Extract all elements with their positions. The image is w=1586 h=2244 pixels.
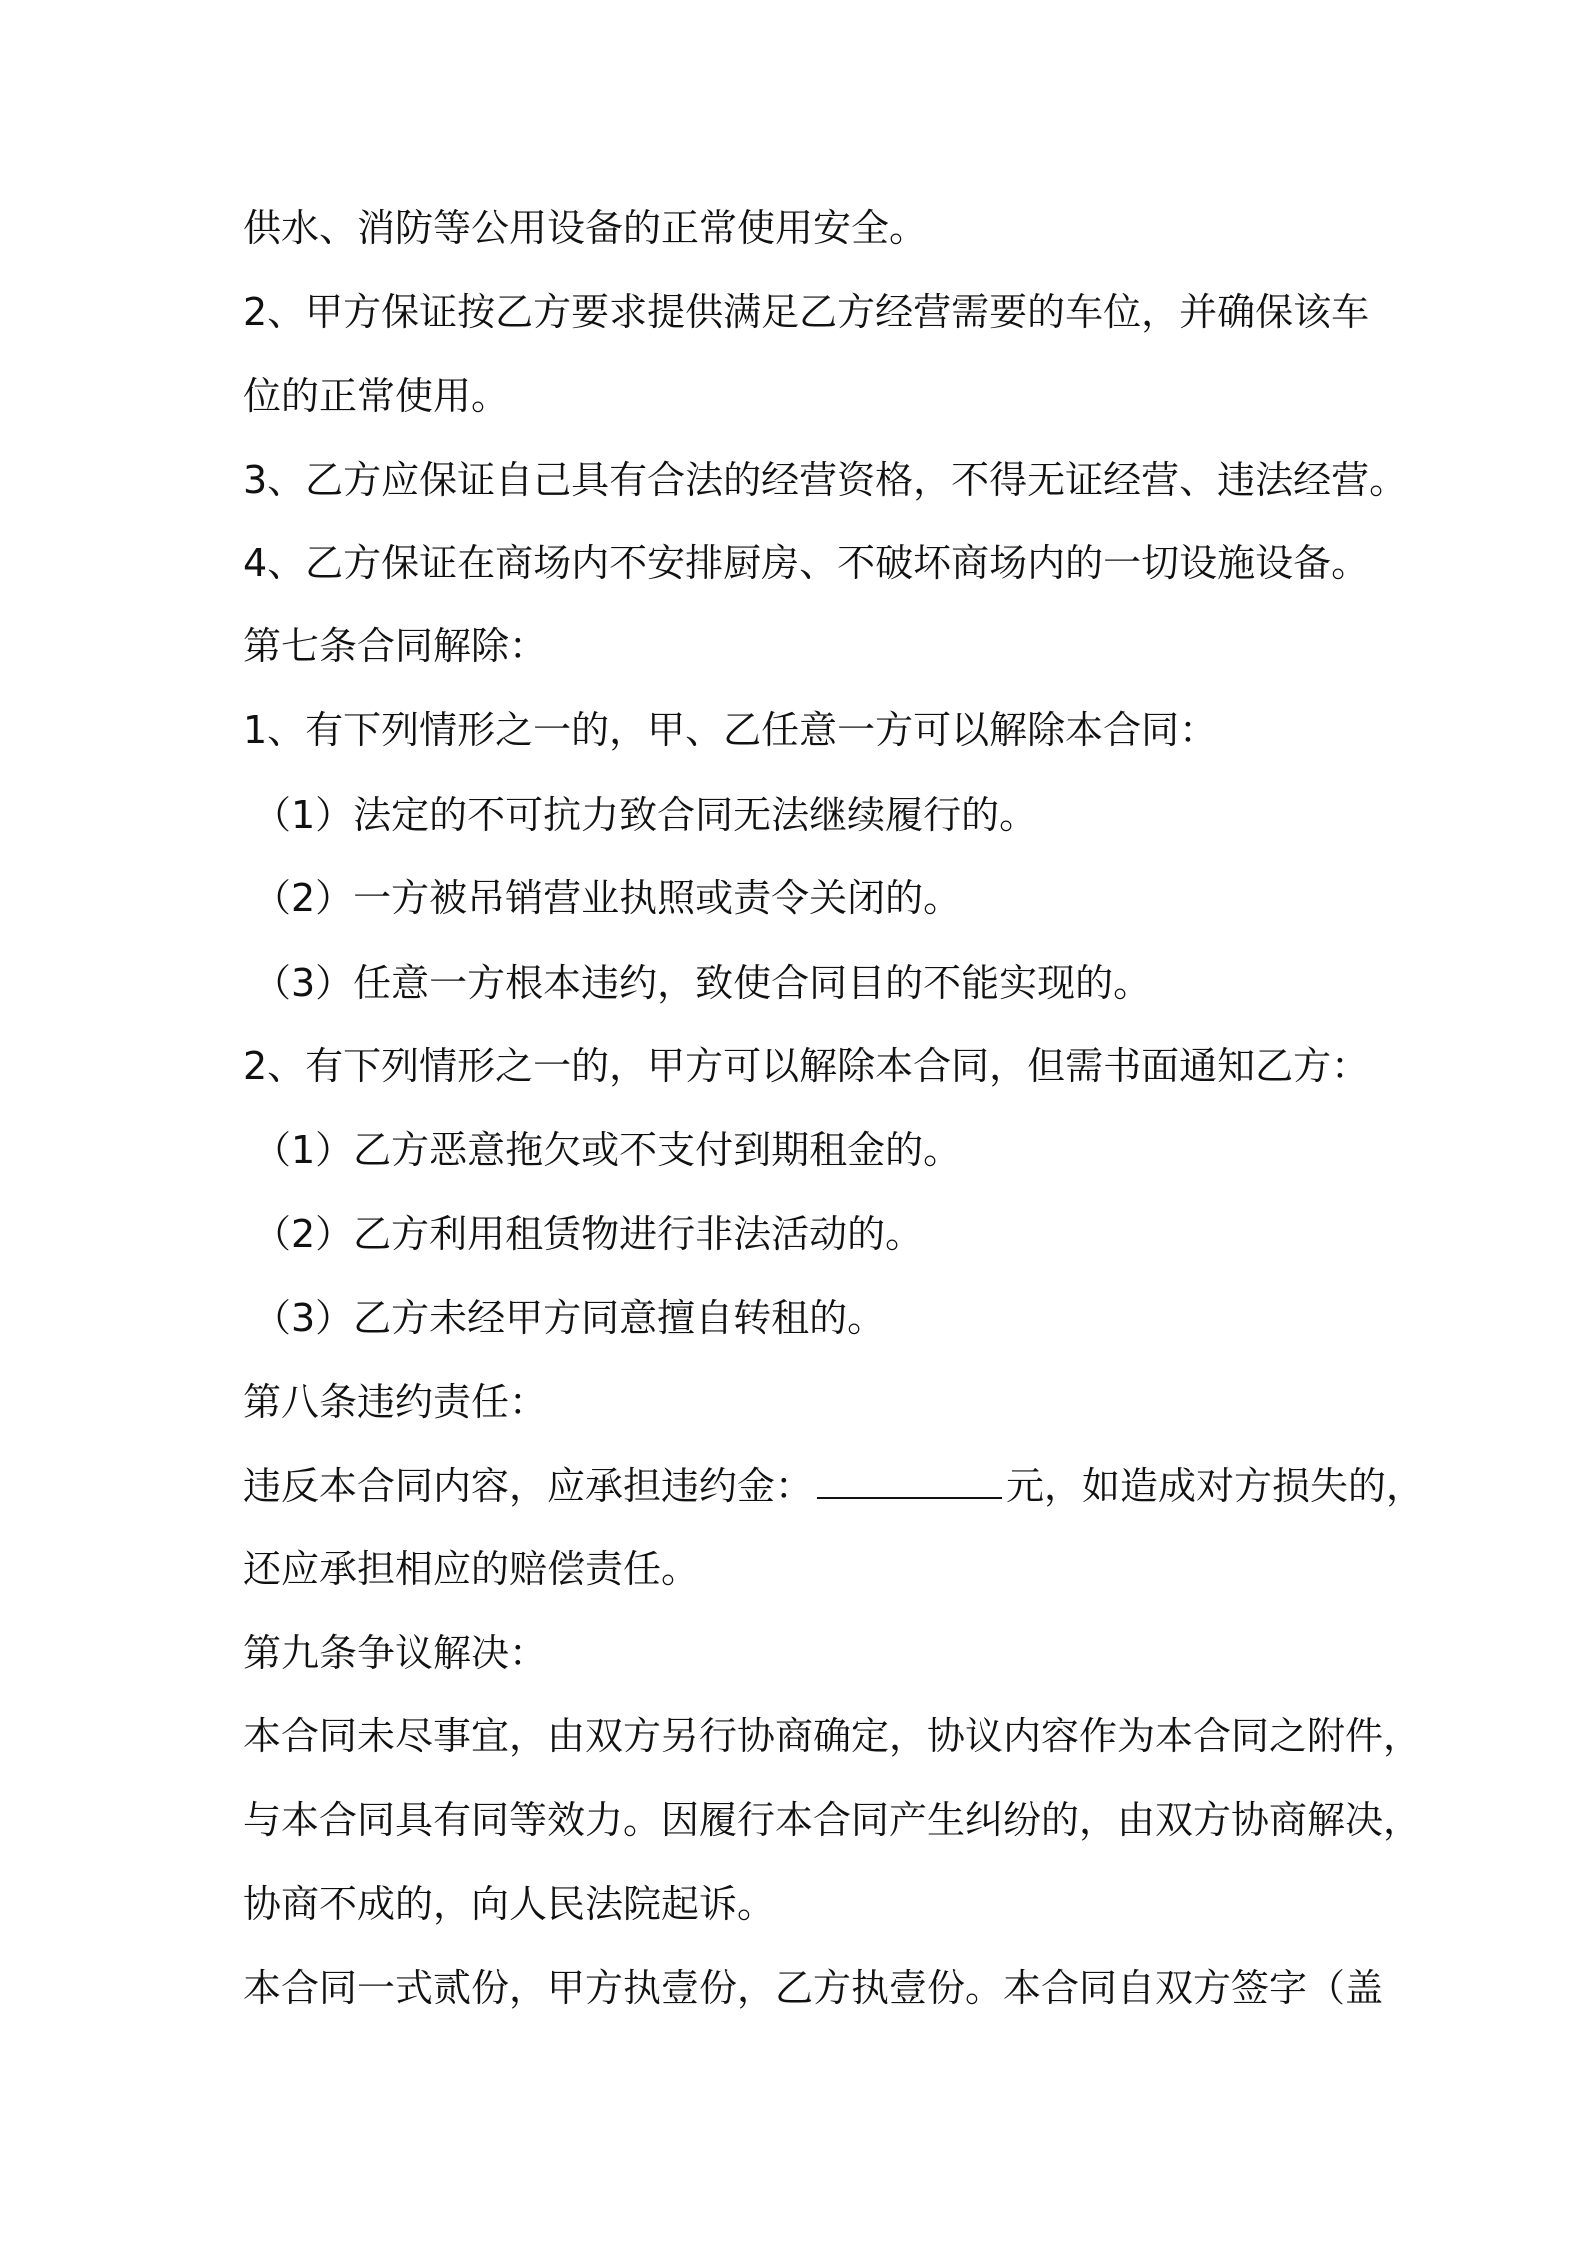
clause-6-item-2-line-1: 2、甲方保证按乙方要求提供满足乙方经营需要的车位，并确保该车 — [243, 290, 1370, 334]
clause-6-item-4: 4、乙方保证在商场内不安排厨房、不破坏商场内的一切设施设备。 — [243, 541, 1370, 585]
penalty-amount-blank — [817, 1463, 1002, 1499]
clause-7-heading: 第七条合同解除： — [243, 624, 548, 668]
clause-9-body-line-1: 本合同未尽事宜，由双方另行协商确定，协议内容作为本合同之附件， — [243, 1714, 1422, 1758]
closing-paragraph-line-1: 本合同一式贰份，甲方执壹份，乙方执壹份。本合同自双方签字（盖 — [243, 1966, 1384, 2010]
clause-9-heading: 第九条争议解决： — [243, 1631, 548, 1675]
clause-6-item-2-line-2: 位的正常使用。 — [243, 374, 510, 418]
clause-8-text-after-blank: 元，如造成对方损失的， — [1006, 1464, 1425, 1508]
clause-7-item-2-sub-1: （1）乙方恶意拖欠或不支付到期租金的。 — [253, 1128, 962, 1172]
clause-7-item-1-sub-3: （3）任意一方根本违约，致使合同目的不能实现的。 — [253, 961, 1152, 1005]
clause-7-item-2: 2、有下列情形之一的，甲方可以解除本合同，但需书面通知乙方： — [243, 1044, 1370, 1088]
clause-8-body-line-2: 还应承担相应的赔偿责任。 — [243, 1547, 700, 1591]
clause-7-item-1-sub-1: （1）法定的不可抗力致合同无法继续履行的。 — [253, 793, 1038, 837]
clause-8-body-line-1 — [243, 1456, 1424, 1516]
clause-8-heading: 第八条违约责任： — [243, 1380, 548, 1424]
clause-7-item-1: 1、有下列情形之一的，甲、乙任意一方可以解除本合同： — [243, 708, 1218, 752]
clause-7-item-1-sub-2: （2）一方被吊销营业执照或责令关闭的。 — [253, 876, 962, 920]
clause-9-body-line-2: 与本合同具有同等效力。因履行本合同产生纠纷的，由双方协商解决， — [243, 1798, 1422, 1842]
clause-8-text-before-blank: 违反本合同内容，应承担违约金： — [243, 1464, 814, 1508]
paragraph-line: 供水、消防等公用设备的正常使用安全。 — [243, 206, 928, 250]
clause-7-item-2-sub-3: （3）乙方未经甲方同意擅自转租的。 — [253, 1296, 886, 1340]
clause-9-body-line-3: 协商不成的，向人民法院起诉。 — [243, 1882, 776, 1926]
clause-7-item-2-sub-2: （2）乙方利用租赁物进行非法活动的。 — [253, 1212, 924, 1256]
clause-6-item-3: 3、乙方应保证自己具有合法的经营资格，不得无证经营、违法经营。 — [243, 458, 1408, 502]
